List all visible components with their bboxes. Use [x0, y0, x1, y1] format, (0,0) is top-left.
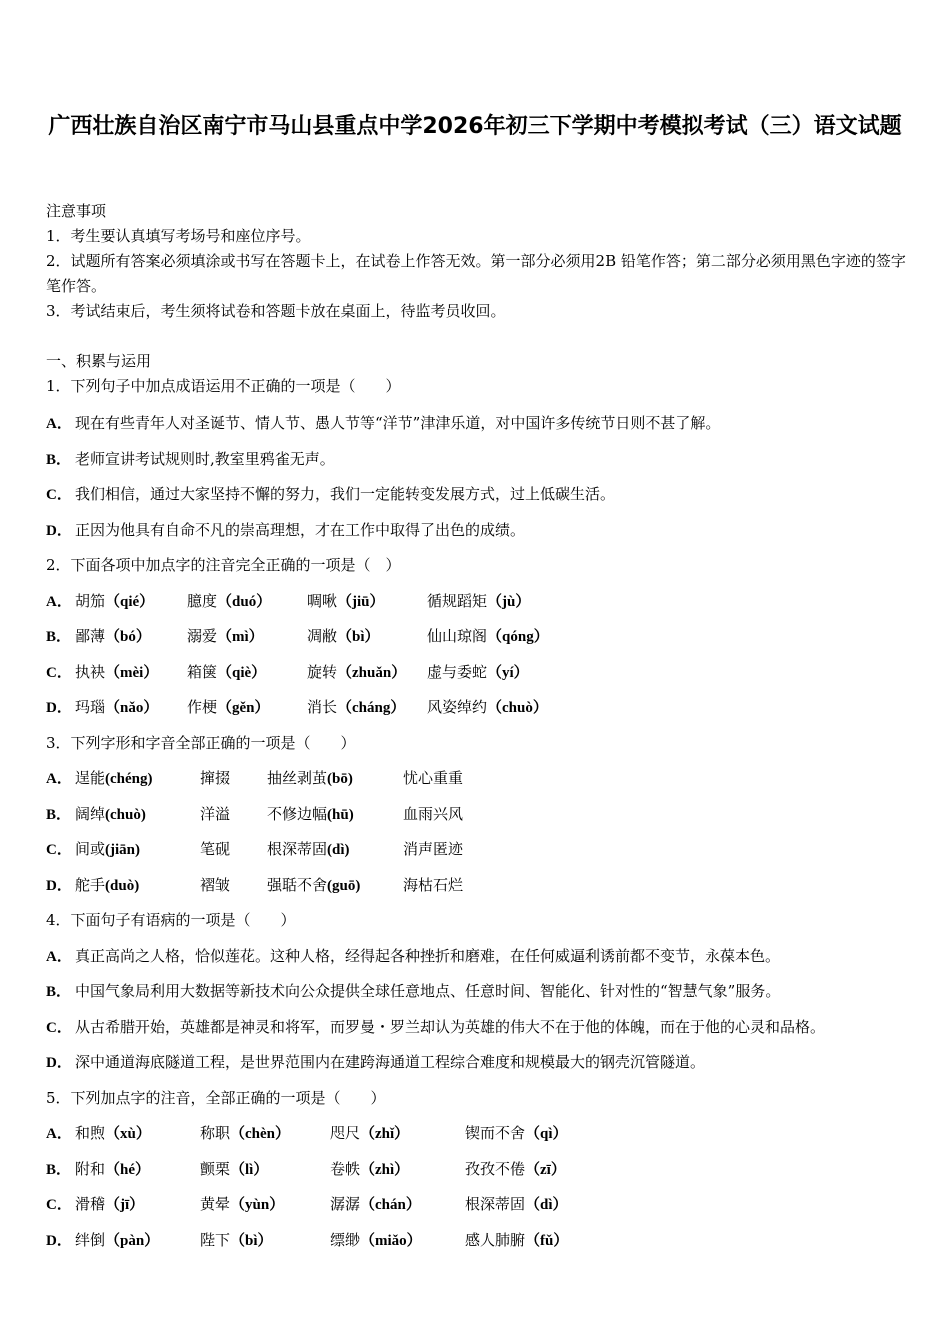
option-item [75, 832, 140, 869]
option-row [46, 513, 908, 549]
option-item [427, 619, 549, 656]
option-text: 我们相信，通过大家坚持不懈的努力，我们一定能转变发展方式，过上低碳生活。 [75, 485, 616, 503]
note-item: 1．考生要认真填写考场号和座位序号。 [46, 227, 311, 245]
option-item [200, 797, 230, 834]
pinyin: （bó） [105, 629, 151, 645]
option-item [307, 690, 405, 727]
pinyin: （qiè） [217, 664, 267, 681]
option-item [330, 1152, 409, 1189]
pinyin: (bō) [327, 771, 353, 787]
option-item [75, 655, 158, 692]
word: 胡笳 [75, 591, 106, 610]
word: 鄙薄 [75, 627, 106, 645]
word: 风姿绰约 [427, 698, 488, 716]
option-item [307, 655, 406, 692]
pinyin: （qié） [105, 593, 155, 610]
word: 黄晕 [200, 1195, 231, 1213]
word: 海枯石烂 [403, 875, 464, 894]
option-row [46, 1010, 908, 1046]
pinyin: （lì） [230, 1161, 269, 1178]
option-label: D． [46, 522, 72, 539]
option-row [46, 868, 908, 904]
option-row [46, 832, 908, 868]
option-label: C． [46, 664, 72, 681]
word: 根深蒂固 [465, 1195, 526, 1213]
word: 忧心重重 [403, 769, 464, 787]
word: 凋敝 [307, 627, 338, 645]
word: 潺潺 [330, 1195, 361, 1213]
pinyin: (guō) [327, 877, 361, 894]
option-row [46, 761, 908, 797]
word: 笔砚 [200, 840, 231, 858]
note-item: 3．考试结束后，考生须将试卷和答题卡放在桌面上，待监考员收回。 [46, 302, 506, 320]
option-label: C． [46, 1019, 72, 1036]
option-label: A． [46, 948, 72, 965]
option-row [46, 406, 908, 442]
question-stem: 5．下列加点字的注音，全部正确的一项是（ ） [46, 1088, 386, 1107]
pinyin: （qì） [525, 1126, 568, 1142]
option-label: A． [46, 771, 72, 787]
option-item [200, 832, 230, 869]
word: 不修边幅 [267, 804, 328, 823]
pinyin: （jī） [105, 1197, 145, 1213]
option-row [46, 939, 908, 975]
pinyin: （bì） [337, 629, 380, 645]
option-label: B． [46, 806, 72, 823]
option-item [187, 584, 271, 621]
option-item [75, 1116, 151, 1153]
word: 和煦 [75, 1124, 106, 1142]
option-text: 正因为他具有自命不凡的崇高理想，才在工作中取得了出色的成绩。 [75, 520, 526, 539]
word: 臆度 [187, 591, 218, 610]
option-item [75, 761, 153, 798]
word: 舵手 [75, 875, 106, 894]
word: 陛下 [200, 1230, 231, 1249]
page-title: 广西壮族自治区南宁市马山县重点中学2026年初三下学期中考模拟考试（三）语文试题 [48, 114, 902, 139]
note-item: 2．试题所有答案必须填涂或书写在答题卡上，在试卷上作答无效。第一部分必须用2B 铅笔作答；第二部分必须用黑色字迹的签字笔作答。 [46, 252, 906, 295]
word: 阔绰 [75, 804, 106, 823]
option-row [46, 1045, 908, 1081]
word: 玛瑙 [75, 698, 106, 716]
question-stem: 4．下面句子有语病的一项是（ ） [46, 911, 296, 929]
word: 根深蒂固 [267, 840, 328, 858]
option-row [46, 655, 908, 691]
word: 消长 [307, 698, 338, 716]
pinyin: （chán） [360, 1197, 421, 1213]
pinyin: （dì） [525, 1197, 568, 1213]
option-item [403, 797, 463, 834]
option-label: A． [46, 416, 72, 432]
option-item [75, 1223, 159, 1260]
word: 附和 [75, 1159, 106, 1178]
option-label: D． [46, 877, 72, 894]
option-label: B． [46, 451, 72, 468]
pinyin: （zhǐ） [360, 1126, 410, 1142]
option-item [187, 619, 264, 656]
option-item [307, 584, 385, 621]
option-item [200, 868, 230, 905]
word: 称职 [200, 1124, 231, 1142]
option-item [75, 584, 154, 621]
pinyin: (jiān) [105, 842, 141, 858]
pinyin: （yùn） [230, 1197, 285, 1213]
word: 执袂 [75, 662, 106, 681]
option-item [75, 868, 139, 905]
questions [46, 374, 908, 1258]
word: 颤栗 [200, 1159, 231, 1178]
option-row [46, 1116, 908, 1152]
option-label: B． [46, 629, 72, 645]
word: 虚与委蛇 [427, 662, 488, 681]
notes-heading: 注意事项 [46, 202, 107, 220]
pinyin: （gěn） [217, 700, 270, 716]
pinyin: （fǔ） [525, 1232, 569, 1249]
pinyin: （hé） [105, 1161, 151, 1178]
option-item [465, 1187, 568, 1224]
pinyin: （nǎo） [105, 700, 159, 716]
option-item [75, 1152, 150, 1189]
word: 血雨兴风 [403, 804, 464, 823]
option-text: 深中通道海底隧道工程，是世界范围内在建跨海通道工程综合难度和规模最大的钢壳沉管隧道。 [75, 1053, 706, 1071]
pinyin: （qóng） [487, 629, 549, 645]
pinyin: （jù） [487, 593, 531, 610]
option-text: 真正高尚之人格，恰似莲花。这种人格，经得起各种挫折和磨难，在任何威逼利诱前都不变节，永葆本色。 [75, 946, 781, 965]
option-item [267, 797, 354, 834]
option-item [187, 690, 270, 727]
word: 循规蹈矩 [427, 591, 488, 610]
pinyin: （xù） [105, 1126, 151, 1142]
option-item [267, 868, 360, 905]
option-item [267, 832, 350, 869]
option-item [465, 1223, 568, 1260]
option-item [330, 1187, 421, 1224]
word: 滑稽 [75, 1195, 106, 1213]
option-item [465, 1116, 568, 1153]
option-label: B． [46, 1161, 72, 1178]
option-label: D． [46, 1055, 72, 1071]
word: 作梗 [187, 698, 218, 716]
pinyin: （zī） [525, 1161, 566, 1178]
pinyin: （miǎo） [360, 1232, 422, 1249]
pinyin: （chuò） [487, 700, 548, 716]
word: 缥缈 [330, 1230, 361, 1249]
word: 卷帙 [330, 1159, 361, 1178]
option-item [75, 1187, 144, 1224]
option-item [187, 655, 266, 692]
option-item [427, 584, 530, 621]
pinyin: （pàn） [105, 1232, 160, 1249]
word: 孜孜不倦 [465, 1159, 526, 1178]
option-text: 老师宣讲考试规则时,教室里鸦雀无声。 [75, 449, 335, 468]
pinyin: (dì) [327, 842, 350, 858]
option-label: C． [46, 842, 72, 858]
option-row [46, 442, 908, 478]
option-item [330, 1116, 409, 1153]
option-item [200, 1152, 268, 1189]
option-item [307, 619, 380, 656]
pinyin: (chéng) [105, 771, 153, 787]
pinyin: （cháng） [337, 700, 406, 716]
option-text: 从古希腊开始，英雄都是神灵和将军，而罗曼・罗兰却认为英雄的伟大不在于他的体魄，而在于他的心灵和品格。 [75, 1017, 826, 1036]
pinyin: (chuò) [105, 806, 146, 823]
word: 仙山琼阁 [427, 627, 488, 645]
option-label: D． [46, 700, 72, 716]
pinyin: （jiū） [337, 593, 385, 610]
option-item [75, 690, 158, 727]
pinyin: (hū) [327, 806, 354, 823]
pinyin: （chèn） [230, 1126, 291, 1142]
word: 逞能 [75, 769, 106, 787]
question-stem: 1．下列句子中加点成语运用不正确的一项是（ ） [46, 377, 401, 395]
option-item [200, 1223, 273, 1260]
pinyin: （mì） [217, 629, 264, 645]
option-row [46, 797, 908, 833]
word: 洋溢 [200, 804, 231, 823]
question-stem: 2．下面各项中加点字的注音完全正确的一项是（ ） [46, 556, 401, 574]
pinyin: （bì） [230, 1232, 273, 1249]
word: 咫尺 [330, 1124, 361, 1142]
document-body [46, 199, 908, 1258]
section-heading: 一、积累与运用 [46, 352, 152, 370]
option-item [427, 655, 529, 692]
option-item [200, 761, 230, 798]
word: 旋转 [307, 662, 338, 681]
option-item [200, 1187, 284, 1224]
pinyin: （mèi） [105, 664, 159, 681]
option-item [75, 619, 151, 656]
option-row [46, 974, 908, 1010]
question-stem: 3．下列字形和字音全部正确的一项是（ ） [46, 733, 356, 752]
option-item [75, 797, 146, 834]
option-item [267, 761, 353, 798]
option-label: A． [46, 1126, 72, 1142]
word: 感人肺腑 [465, 1230, 526, 1249]
option-item [403, 832, 463, 869]
spacer [46, 324, 908, 349]
word: 溺爱 [187, 627, 218, 645]
word: 强聒不舍 [267, 875, 328, 894]
word: 消声匿迹 [403, 840, 464, 858]
word: 啁啾 [307, 591, 338, 610]
option-text: 中国气象局利用大数据等新技术向公众提供全球任意地点、任意时间、智能化、针对性的“智慧气象”服务。 [75, 982, 781, 1000]
option-item [465, 1152, 566, 1189]
word: 锲而不舍 [465, 1124, 526, 1142]
option-item [330, 1223, 422, 1260]
option-row [46, 477, 908, 513]
option-label: C． [46, 487, 72, 503]
pinyin: （duó） [217, 593, 272, 610]
pinyin: （yí） [487, 664, 529, 681]
pinyin: （zhuǎn） [337, 664, 407, 681]
option-row [46, 1187, 908, 1223]
option-label: C． [46, 1197, 72, 1213]
option-label: A． [46, 593, 72, 610]
option-row [46, 584, 908, 620]
word: 间或 [75, 840, 106, 858]
option-row [46, 1223, 908, 1259]
option-item [200, 1116, 290, 1153]
pinyin: (duò) [105, 877, 140, 894]
option-item [427, 690, 548, 727]
pinyin: （zhì） [360, 1161, 410, 1178]
option-row [46, 1152, 908, 1188]
option-item [403, 868, 463, 905]
word: 褶皱 [200, 875, 231, 894]
word: 抽丝剥茧 [267, 769, 328, 787]
option-row [46, 619, 908, 655]
option-item [403, 761, 463, 798]
option-label: B． [46, 984, 72, 1000]
option-row [46, 690, 908, 726]
word: 绊倒 [75, 1230, 106, 1249]
option-label: D． [46, 1232, 72, 1249]
option-text: 现在有些青年人对圣诞节、情人节、愚人节等“洋节”津津乐道，对中国许多传统节日则不甚了解。 [75, 414, 721, 432]
word: 撺掇 [200, 769, 231, 787]
word: 箱箧 [187, 662, 218, 681]
